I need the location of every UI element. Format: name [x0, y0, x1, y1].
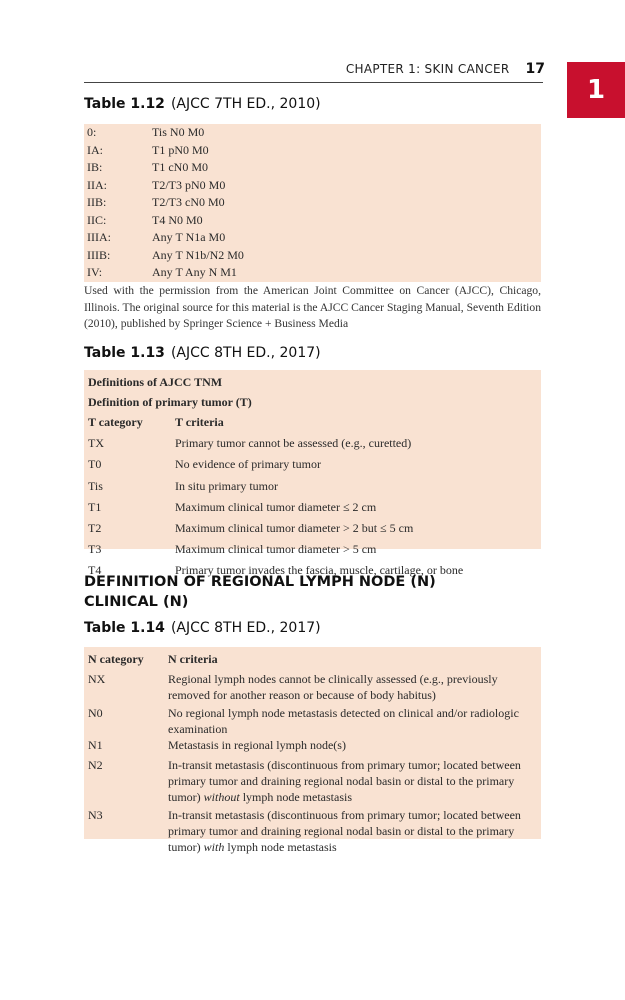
tnm-cell: Tis N0 M0	[152, 125, 205, 139]
table-number: Table 1.14	[84, 620, 165, 636]
tnm-cell: T2/T3 pN0 M0	[152, 177, 226, 192]
table-caption: (AJCC 7TH ED., 2010)	[170, 96, 321, 112]
criteria-cell: Primary tumor cannot be assessed (e.g., curetted)	[175, 436, 412, 451]
tnm-cell: Any T Any N M1	[152, 265, 237, 279]
table-row	[84, 194, 541, 212]
table-row	[84, 807, 541, 854]
column-header: T criteria	[175, 415, 224, 429]
category-cell: N3	[88, 808, 103, 822]
tnm-cell: T1 pN0 M0	[152, 142, 209, 157]
criteria-text: In-transit metastasis (discontinuous from primary tumor; located between primary tumor and draining regional nodal basin or distal to the primary tumor)	[168, 758, 521, 804]
criteria-text: lymph node metastasis	[224, 840, 337, 854]
criteria-text: In-transit metastasis (discontinuous from primary tumor; located between primary tumor and draining regional nodal basin or distal to the primary tumor)	[168, 808, 521, 854]
stage-cell: 0:	[87, 125, 97, 139]
stage-cell: IB:	[87, 160, 103, 174]
table-1-12	[84, 124, 541, 282]
table-row	[84, 454, 541, 475]
stage-cell: IIA:	[87, 177, 107, 192]
header-rule	[84, 82, 543, 83]
column-header: N category	[88, 652, 144, 666]
stage-cell: IV:	[87, 265, 103, 279]
page-number: 17	[525, 61, 545, 77]
category-cell: Tis	[88, 478, 103, 493]
criteria-cell: No regional lymph node metastasis detected on clinical and/or radiologic examination	[168, 706, 519, 736]
criteria-cell: Maximum clinical tumor diameter > 5 cm	[175, 542, 377, 557]
table-header-row	[84, 412, 541, 433]
category-cell: N1	[88, 738, 103, 752]
stage-cell: IIB:	[87, 195, 107, 209]
stage-cell: IIIA:	[87, 230, 111, 244]
table-row	[84, 142, 541, 160]
criteria-cell: Primary tumor invades the fascia, muscle, cartilage, or bone	[175, 563, 464, 578]
tnm-cell: Any T N1a M0	[152, 230, 226, 244]
table-number: Table 1.13	[84, 345, 165, 361]
criteria-emphasis: without	[203, 790, 240, 804]
table-row	[84, 518, 541, 539]
tnm-cell: T1 cN0 M0	[152, 160, 208, 174]
tnm-cell: Any T N1b/N2 M0	[152, 247, 244, 262]
table-row	[84, 705, 541, 737]
category-cell: NX	[88, 672, 106, 686]
stage-cell: IIC:	[87, 212, 107, 227]
table-1-14	[84, 647, 541, 854]
category-cell: T0	[88, 457, 102, 472]
category-cell: N2	[88, 758, 103, 772]
category-cell: N0	[88, 706, 103, 720]
section-heading-line: DEFINITION OF REGIONAL LYMPH NODE (N)	[84, 574, 436, 590]
section-heading	[84, 572, 541, 612]
chapter-title: CHAPTER 1: SKIN CANCER	[345, 62, 510, 76]
table-row	[84, 476, 541, 497]
table-row	[84, 229, 541, 247]
table-row	[84, 671, 541, 705]
criteria-cell	[168, 757, 528, 805]
category-cell: T3	[88, 542, 102, 557]
category-cell: T1	[88, 499, 102, 514]
table-row	[84, 212, 541, 230]
table-1-13-title	[84, 345, 321, 362]
criteria-cell: Maximum clinical tumor diameter ≤ 2 cm	[175, 499, 377, 514]
criteria-emphasis: with	[203, 840, 225, 854]
stage-cell: IIIB:	[87, 247, 111, 262]
category-cell: T2	[88, 520, 102, 535]
table-1-14-title	[84, 620, 321, 637]
table-caption: (AJCC 8TH ED., 2017)	[170, 620, 321, 636]
table-row	[84, 264, 541, 282]
category-cell: TX	[88, 436, 104, 451]
table-row	[84, 177, 541, 195]
running-header	[0, 60, 545, 78]
table-row	[84, 247, 541, 265]
chapter-tab: 1	[567, 62, 625, 118]
table-1-12-title	[84, 96, 321, 113]
table-heading: Definitions of AJCC TNM	[88, 375, 223, 389]
category-cell: T4	[88, 563, 102, 578]
tnm-cell: T4 N0 M0	[152, 212, 203, 227]
section-heading-line: CLINICAL (N)	[84, 594, 189, 610]
source-note: Used with the permission from the American Joint Committee on Cancer (AJCC), Chicago, Illinois. The original source for this material is the AJCC Cancer Staging Manual, Seventh Edition (2010), published by Springer Science + Business Media	[84, 284, 541, 330]
criteria-text: lymph node metastasis	[239, 790, 353, 804]
criteria-cell	[168, 807, 528, 855]
stage-cell: IA:	[87, 142, 103, 157]
table-header-row	[84, 647, 541, 671]
table-row	[84, 124, 541, 142]
table-row	[84, 539, 541, 560]
table-subheading: Definition of primary tumor (T)	[88, 395, 252, 409]
table-row	[84, 737, 541, 757]
criteria-cell: Maximum clinical tumor diameter > 2 but ≤ 5 cm	[175, 520, 414, 535]
column-header: T category	[88, 415, 143, 429]
criteria-cell: In situ primary tumor	[175, 478, 278, 493]
table-row	[84, 433, 541, 454]
criteria-cell: Metastasis in regional lymph node(s)	[168, 738, 346, 752]
column-header: N criteria	[168, 652, 218, 666]
table-1-13	[84, 370, 541, 578]
table-caption: (AJCC 8TH ED., 2017)	[170, 345, 321, 361]
tnm-cell: T2/T3 cN0 M0	[152, 195, 225, 209]
table-row	[84, 497, 541, 518]
table-number: Table 1.12	[84, 96, 165, 112]
criteria-cell: Regional lymph nodes cannot be clinically assessed (e.g., previously removed for another reason or because of body habitus)	[168, 672, 498, 702]
criteria-cell: No evidence of primary tumor	[175, 457, 321, 472]
table-row	[84, 757, 541, 807]
table-row	[84, 159, 541, 177]
